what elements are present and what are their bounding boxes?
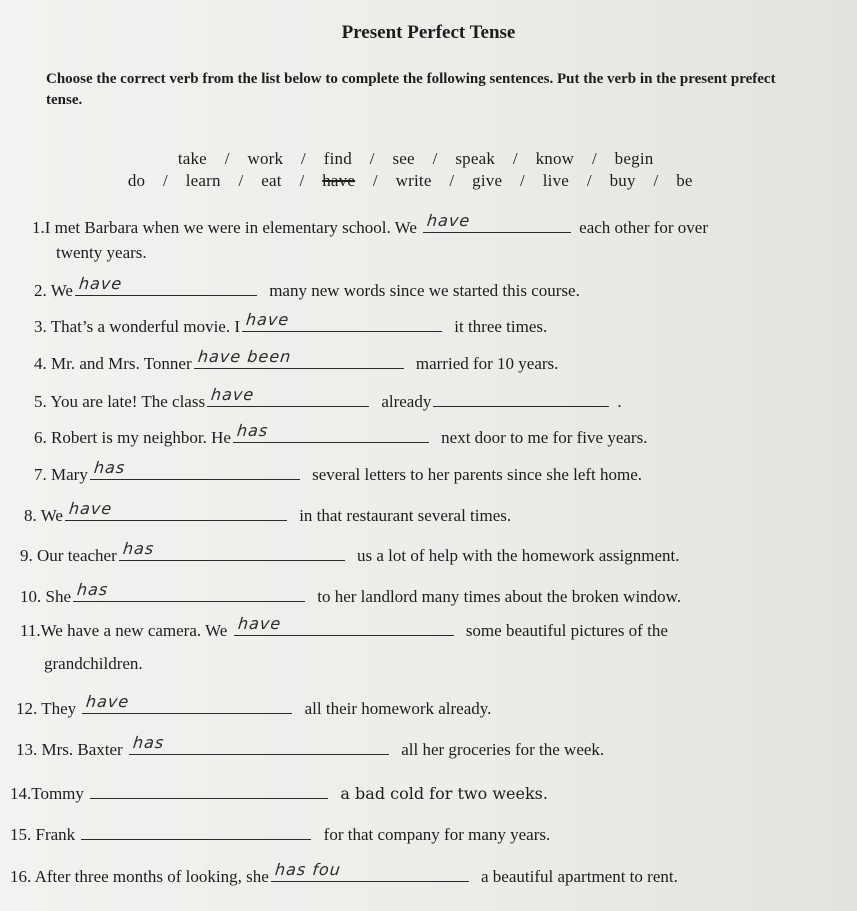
verb-item: know	[535, 149, 575, 168]
handwritten-answer: has	[235, 421, 270, 440]
sentence-6: 6. Robert is my neighbor. He has next door to me for five years.	[34, 421, 648, 447]
handwritten-answer: have	[210, 385, 256, 404]
verb-item: eat	[261, 171, 282, 190]
answer-blank[interactable]	[82, 692, 292, 714]
handwritten-answer: have been	[196, 347, 293, 366]
handwritten-answer: have	[245, 310, 291, 329]
verb-item: learn	[185, 171, 221, 190]
sentence-11-continuation: grandchildren.	[44, 654, 143, 673]
answer-blank[interactable]	[207, 385, 369, 407]
handwritten-answer: has	[92, 458, 127, 477]
verb-item: give	[472, 171, 503, 190]
handwritten-answer: have	[236, 614, 282, 633]
verb-item: work	[247, 149, 284, 168]
handwritten-answer: has	[76, 580, 110, 599]
handwritten-answer: have	[77, 274, 124, 293]
verb-item: do	[127, 171, 146, 190]
answer-blank[interactable]	[73, 580, 305, 602]
worksheet-title: Present Perfect Tense	[341, 22, 516, 43]
sentence-3: 3. That’s a wonderful movie. I have it three times.	[34, 310, 548, 336]
answer-blank[interactable]	[271, 860, 469, 882]
sentence-14: 14.Tommy a bad cold for two weeks.	[10, 780, 548, 805]
verb-item: write	[395, 171, 432, 190]
answer-blank[interactable]	[194, 347, 404, 369]
sentence-1-continuation: twenty years.	[56, 243, 147, 262]
sentence-12: 12. They have all their homework already.	[16, 692, 492, 718]
instructions: Choose the correct verb from the list below to complete the following sentences. Put the verb in the present prefect tense.	[46, 71, 776, 108]
handwritten-answer: has	[121, 539, 156, 558]
answer-blank[interactable]	[233, 421, 429, 443]
verb-item: take	[177, 149, 207, 168]
handwritten-answer: have	[426, 211, 472, 230]
sentence-5: 5. You are late! The class have already .	[34, 385, 622, 411]
answer-blank[interactable]	[90, 780, 328, 799]
answer-blank[interactable]	[65, 499, 287, 521]
handwritten-answer: have	[85, 692, 131, 711]
sentence-15: 15. Frank for that company for many years.	[10, 821, 550, 846]
verb-item-crossed: have	[322, 171, 356, 190]
sentence-8: 8. We have in that restaurant several times.	[24, 499, 512, 525]
sentence-9: 9. Our teacher has us a lot of help with the homework assignment.	[20, 539, 680, 565]
sentence-16: 16. After three months of looking, she has fou a beautiful apartment to rent.	[10, 860, 678, 886]
verb-item: speak	[455, 149, 496, 168]
sentence-4: 4. Mr. and Mrs. Tonner have been married for 10 years.	[34, 347, 559, 373]
sentence-11: 11.We have a new camera. We have some beautiful pictures of the	[20, 614, 668, 640]
verb-item: be	[676, 171, 693, 190]
verb-item: find	[323, 149, 352, 168]
answer-blank[interactable]	[81, 821, 311, 840]
handwritten-answer: have	[67, 499, 114, 518]
verb-list-line-2: do / learn / eat / have / write / give / live / buy / be	[127, 171, 693, 190]
answer-blank[interactable]	[129, 733, 389, 755]
sentence-7: 7. Mary has several letters to her parents since she left home.	[34, 458, 643, 484]
answer-blank[interactable]	[119, 539, 345, 561]
answer-blank-2[interactable]	[433, 388, 609, 407]
verb-item: buy	[609, 171, 636, 190]
sentence-13: 13. Mrs. Baxter has all her groceries for the week.	[16, 733, 605, 759]
sentence-2: 2. We have many new words since we started this course.	[34, 274, 580, 300]
sentence-10: 10. She has to her landlord many times about the broken window.	[20, 580, 682, 606]
sentence-1: 1.I met Barbara when we were in elementary school. We have each other for over	[32, 211, 709, 237]
answer-blank[interactable]	[75, 274, 257, 296]
answer-blank[interactable]	[242, 310, 442, 332]
answer-blank[interactable]	[234, 614, 454, 636]
answer-blank[interactable]	[423, 211, 571, 233]
handwritten-answer: has	[132, 733, 166, 752]
verb-item: see	[392, 149, 415, 168]
verb-item: begin	[614, 149, 654, 168]
verb-item: live	[542, 171, 570, 190]
handwritten-answer: has fou	[273, 860, 342, 879]
answer-blank[interactable]	[90, 458, 300, 480]
verb-list-line-1: take / work / find / see / speak / know / begin	[177, 149, 654, 168]
